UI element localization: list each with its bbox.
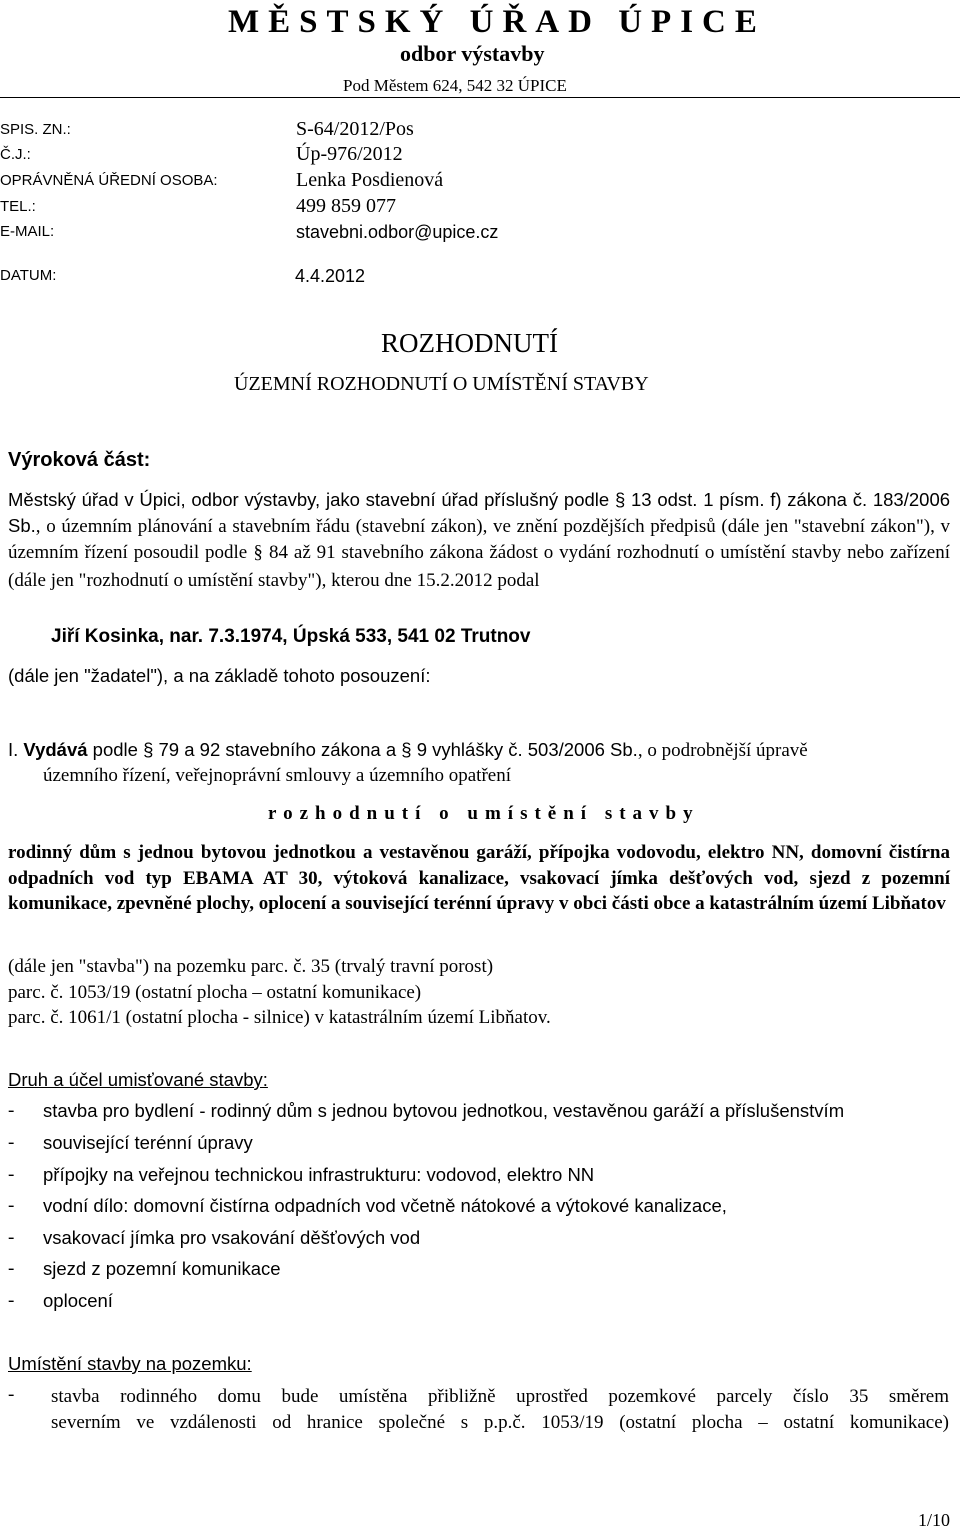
list-dash: - [8, 1227, 15, 1248]
list-dash: - [8, 1258, 15, 1279]
office-name: MĚSTSKÝ ÚŘAD ÚPICE [228, 4, 766, 40]
intro-text: , o územním plánování a stavebním řádu (stavební zákon), ve znění pozdějších předpisů (dále jen "stavební zákon"), v územním řízení posoudil podle [8, 515, 950, 563]
meta-row-phone [0, 195, 960, 219]
purpose-heading: Druh a účel umisťované stavby: [8, 1069, 268, 1090]
decision-verb: Vydává [23, 739, 88, 760]
meta-value: 499 859 077 [296, 195, 396, 217]
meta-label: Č.J.: [0, 146, 31, 163]
meta-value: 4.4.2012 [295, 266, 366, 286]
list-item [8, 1132, 950, 1158]
list-dash: - [8, 1132, 15, 1153]
section-sign: § [614, 489, 626, 510]
meta-label: SPIS. ZN.: [0, 121, 71, 138]
list-item-text: sjezd z pozemní komunikace [43, 1258, 281, 1279]
meta-value: Úp-976/2012 [296, 143, 403, 165]
placement-line: stavba rodinného domu bude umístěna přibližně uprostřed pozemkové parcely číslo 35 směrem [51, 1386, 949, 1407]
placement-text [51, 1384, 949, 1409]
parcel-line: parc. č. 1053/19 (ostatní plocha – ostatní komunikace) [8, 982, 422, 1003]
intro-text: 84 až 91 stavebního zákona žádost o vydání rozhodnutí o umístění stavby nebo zařízení (dále jen "rozhodnutí o umístění stavby"), kterou dne 15.2.2012 podal [8, 542, 950, 591]
list-item-text: oplocení [43, 1290, 113, 1311]
applicant: Jiří Kosinka, nar. 7.3.1974, Úpská 533, 541 02 Trutnov [51, 626, 531, 647]
meta-row-file-number [0, 118, 960, 142]
placement-text [51, 1410, 949, 1435]
meta-row-email [0, 220, 960, 244]
meta-label: OPRÁVNĚNÁ ÚŘEDNÍ OSOBA: [0, 172, 218, 189]
parcel-line: parc. č. 1061/1 (ostatní plocha - silnice) v katastrálním území Libňatov. [8, 1007, 551, 1028]
meta-value: stavebni.odbor@upice.cz [296, 222, 499, 242]
list-item-text: související terénní úpravy [43, 1132, 253, 1153]
placement-heading: Umístění stavby na pozemku: [8, 1353, 252, 1374]
meta-row-date [0, 264, 960, 288]
construction-description: rodinný dům s jednou bytovou jednotkou a vestavěnou garáží, přípojka vodovodu, elektro NN, domovní čistírna odpadních vod typ EBAMA AT 30, výtoková kanalizace, vsakovací jímka dešťových vod, sjezd z pozemní komunikace, zpevněné plochy, oplocení a související terénní úpravy v obci části obce a katastrálním území Libňatov [8, 842, 950, 914]
meta-label: E-MAIL: [0, 223, 55, 240]
list-item [8, 1164, 950, 1190]
document-subtitle: ÚZEMNÍ ROZHODNUTÍ O UMÍSTĚNÍ STAVBY [234, 373, 649, 395]
meta-value: Lenka Posdienová [296, 169, 444, 191]
list-dash: - [8, 1164, 15, 1185]
decision-text: , o podrobnější úpravě [637, 740, 808, 761]
list-dash: - [8, 1100, 15, 1121]
decision-text: 79 a 92 stavebního zákona a [158, 739, 397, 760]
list-item [8, 1100, 950, 1126]
meta-label: DATUM: [0, 267, 57, 284]
meta-label: TEL.: [0, 198, 36, 215]
intro-paragraph [8, 487, 950, 593]
placement-line: severním ve vzdálenosti od hranice společné s p.p.č. 1053/19 (ostatní plocha – ostatní komunikace) [51, 1412, 949, 1433]
parcel-line: (dále jen "stavba") na pozemku parc. č. 35 (trvalý travní porost) [8, 956, 494, 977]
list-dash: - [8, 1384, 15, 1405]
office-address: Pod Městem 624, 542 32 ÚPICE [343, 76, 567, 95]
list-item-text: stavba pro bydlení - rodinný dům s jednou bytovou jednotkou, vestavěnou garáží a příslušenstvím [43, 1100, 845, 1121]
intro-text: 13 odst. 1 písm. f) zákona č. [631, 489, 868, 510]
decision-spaced-title: rozhodnutí o umístění stavby [268, 803, 700, 824]
list-dash: - [8, 1290, 15, 1311]
section-sign: § [401, 739, 412, 760]
list-item [8, 1227, 950, 1253]
list-item-text: vsakovací jímka pro vsakování děšťových vod [43, 1227, 421, 1248]
section-sign: § [143, 739, 154, 760]
meta-row-official [0, 169, 960, 193]
department-name: odbor výstavby [400, 41, 545, 66]
list-dash: - [8, 1195, 15, 1216]
header-divider [0, 97, 960, 98]
page-number: 1/10 [917, 1510, 950, 1530]
decision-text: podle [92, 739, 138, 760]
list-item-text: přípojky na veřejnou technickou infrastrukturu: vodovod, elektro NN [43, 1164, 595, 1185]
list-item [8, 1258, 950, 1284]
list-item [8, 1290, 950, 1316]
decision-text: 9 vyhlášky č. [416, 739, 523, 760]
list-item [8, 1195, 950, 1221]
decision-line-2: územního řízení, veřejnoprávní smlouvy a územního opatření [43, 765, 511, 786]
intro-text: Městský úřad v Úpici, odbor výstavby, jako stavební úřad příslušný podle [8, 489, 610, 510]
meta-value: S-64/2012/Pos [296, 118, 414, 140]
list-item [8, 1384, 950, 1438]
intro-text: 183/2006 Sb. [8, 489, 951, 536]
meta-row-reference-number [0, 143, 960, 167]
list-item-text: vodní dílo: domovní čistírna odpadních vod včetně nátokové a výtokové kanalizace, [43, 1195, 727, 1216]
decision-line-1 [8, 739, 808, 762]
section-heading: Výroková část: [8, 449, 151, 471]
applicant-note: (dále jen "žadatel"), a na základě tohoto posouzení: [8, 665, 431, 686]
document-title: ROZHODNUTÍ [381, 328, 558, 358]
decision-roman: I. [8, 739, 19, 760]
section-sign: § [253, 543, 263, 563]
decision-text: 503/2006 Sb. [527, 739, 638, 760]
